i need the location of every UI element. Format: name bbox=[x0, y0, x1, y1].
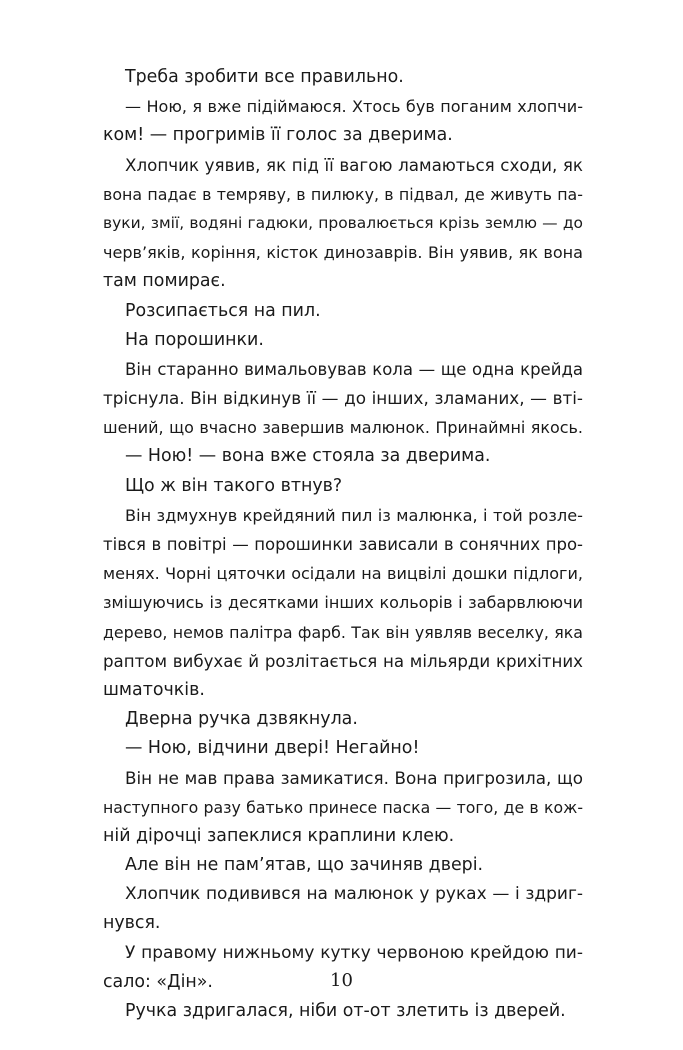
text-line: Він старанно вимальовував кола — ще одна крейда bbox=[125, 359, 583, 379]
page-number: 10 bbox=[330, 970, 353, 991]
text-line: тівся в повітрі — порошинки зависали в сонячних про- bbox=[103, 535, 583, 554]
text-line: дерево, немов палітра фарб. Так він уявляв веселку, яка bbox=[103, 622, 583, 642]
text-line: раптом вибухає й розлітається на мільярди крихітних bbox=[103, 651, 583, 671]
text-line: Треба зробити все правильно. bbox=[125, 67, 404, 87]
text-line: там помирає. bbox=[103, 271, 226, 292]
text-line: — Ною! — вона вже стояла за дверима. bbox=[125, 446, 491, 467]
text-line: шений, що вчасно завершив малюнок. Принаймні якось. bbox=[103, 418, 583, 438]
text-line: Хлопчик уявив, як під її вагою ламаються сходи, як bbox=[125, 154, 583, 175]
text-line: тріснула. Він відкинув її — до інших, зламаних, — вті- bbox=[103, 388, 583, 409]
text-line: — Ною, відчини двері! Негайно! bbox=[125, 738, 420, 759]
text-line: Розсипається на пил. bbox=[125, 300, 321, 321]
text-line: Що ж він такого втнув? bbox=[125, 475, 343, 496]
text-line: наступного разу батько принесе паска — того, де в кож- bbox=[103, 797, 583, 817]
text-line: нувся. bbox=[103, 913, 161, 934]
text-line: На порошинки. bbox=[125, 329, 264, 350]
text-line: менях. Чорні цяточки осідали на вицвілі дошки підлоги, bbox=[103, 564, 583, 584]
body-text bbox=[103, 63, 583, 1026]
text-line: сало: «Дін». bbox=[103, 971, 213, 992]
text-line: шматочків. bbox=[103, 679, 205, 700]
text-line: Але він не пам’ятав, що зачиняв двері. bbox=[125, 855, 484, 876]
text-line: У правому нижньому кутку червоною крейдою пи- bbox=[125, 942, 583, 963]
text-line: Хлопчик подивився на малюнок у руках — і здриг- bbox=[125, 884, 583, 905]
text-line: змішуючись із десятками інших кольорів і забарвлюючи bbox=[103, 593, 583, 613]
text-line: Дверна ручка дзвякнула. bbox=[125, 709, 358, 730]
text-line: вуки, змії, водяні гадюки, провалюється крізь землю — до bbox=[103, 213, 583, 232]
text-line: Ручка здригалася, ніби от-от злетить із дверей. bbox=[125, 1001, 566, 1021]
text-line: Він здмухнув крейдяний пил із малюнка, і той розле- bbox=[125, 505, 583, 525]
text-line: Він не мав права замикатися. Вона пригрозила, що bbox=[125, 767, 583, 788]
text-line: черв’яків, коріння, кісток динозаврів. Він уявив, як вона bbox=[103, 243, 583, 263]
text-line: — Ною, я вже підіймаюся. Хтось був поганим хлопчи- bbox=[125, 97, 583, 117]
text-line: ній дірочці запеклися краплини клею. bbox=[103, 825, 455, 846]
text-line: ком! — прогримів її голос за дверима. bbox=[103, 125, 453, 146]
text-line: вона падає в темряву, в пилюку, в підвал, де живуть па- bbox=[103, 184, 583, 204]
